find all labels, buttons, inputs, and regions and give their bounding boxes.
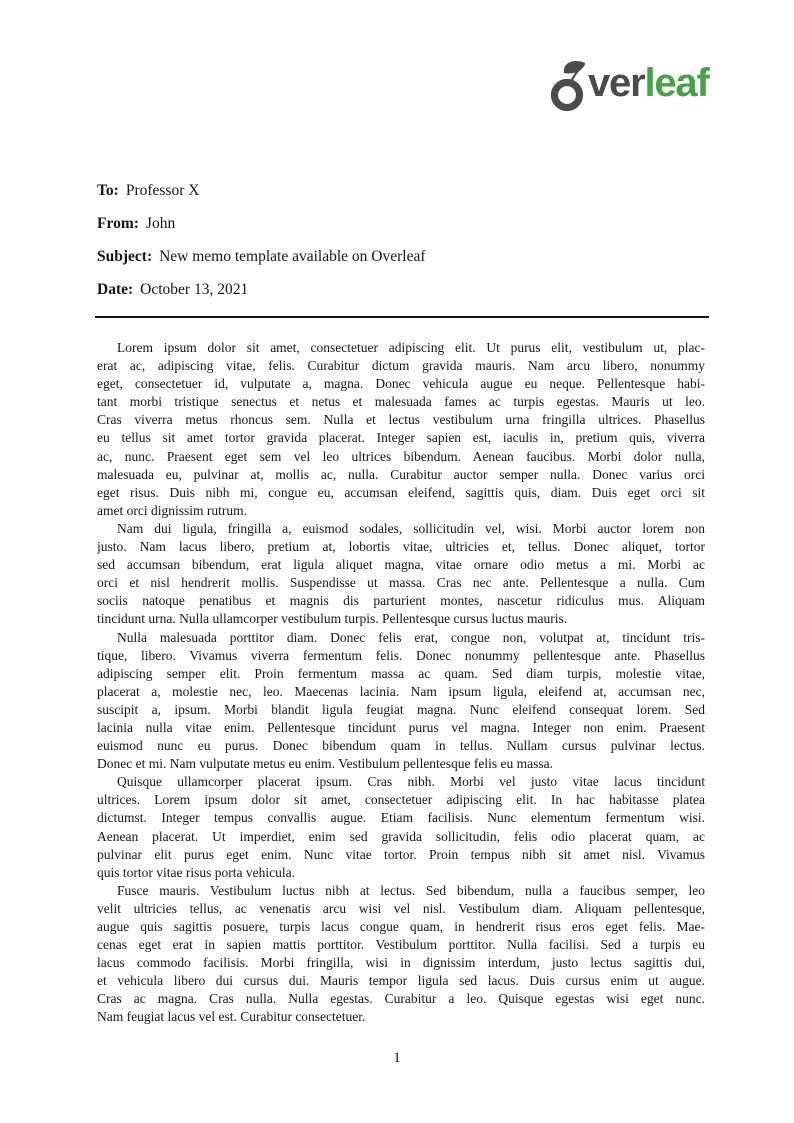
text-line: Nam feugiat lacus vel est. Curabitur consectetuer. xyxy=(97,1009,366,1025)
text-line: quis tortor vitae risus porta vehicula. xyxy=(97,864,295,880)
text-line: amet orci dignissim rutrum. xyxy=(97,502,247,518)
text-line: erat ac, adipiscing vitae, felis. Curabitur dictum gravida mauris. Nam arcu libero, nonummy xyxy=(97,358,705,374)
logo-text-dark: ver xyxy=(588,61,645,105)
text-line: Lorem ipsum dolor sit amet, consectetuer adipiscing elit. Ut purus elit, vestibulum ut, plac- xyxy=(117,340,705,355)
text-line: Cras ac magna. Cras nulla. Nulla egestas. Curabitur a leo. Quisque egestas wisi eget nunc. xyxy=(97,991,705,1007)
text-line: velit ultricies tellus, ac venenatis arcu wisi vel nisl. Vestibulum diam. Aliquam pellentesque, xyxy=(97,900,705,916)
text-line: tant morbi tristique senectus et netus et malesuada fames ac turpis egestas. Mauris ut leo. xyxy=(97,394,705,410)
logo-text-green: leaf xyxy=(644,61,709,105)
text-line: pulvinar elit purus eget enim. Nunc vitae tortor. Proin tempus nibh sit amet nisl. Vivamus xyxy=(97,846,705,862)
text-line: justo. Nam lacus libero, pretium at, lobortis vitae, ultricies et, tellus. Donec aliquet, tortor xyxy=(97,539,705,555)
text-line: adipiscing semper elit. Proin fermentum massa ac quam. Sed diam turpis, molestie vitae, xyxy=(97,665,705,681)
memo-rule xyxy=(95,316,709,318)
text-line: eu tellus sit amet tortor gravida placerat. Integer sapien est, iaculis in, pretium quis, viverra xyxy=(97,430,705,446)
text-line: sed accumsan bibendum, erat ligula aliquet magna, vitae ornare odio metus a mi. Morbi ac xyxy=(97,557,705,573)
overleaf-logo xyxy=(551,58,709,110)
field-value: October 13, 2021 xyxy=(140,281,249,298)
text-line: ac, nunc. Praesent eget sem vel leo ultrices bibendum. Aenean faucibus. Morbi dolor nulla, xyxy=(97,448,705,464)
memo-field-row xyxy=(97,182,707,215)
overleaf-o-leaf-icon xyxy=(551,60,587,117)
text-line: dictumst. Integer tempus convallis augue. Etiam facilisis. Nunc elementum fermentum wisi. xyxy=(97,810,705,826)
text-line: eget risus. Duis nibh mi, congue eu, accumsan eleifend, sagittis quis, diam. Duis eget orci sit xyxy=(97,484,705,500)
text-line: orci et nisl hendrerit mollis. Suspendisse ut massa. Cras nec ante. Pellentesque a nulla. Cum xyxy=(97,575,705,591)
page-number: 1 xyxy=(393,1050,401,1066)
text-line: suscipit a, ipsum. Morbi blandit ligula feugiat magna. Nunc eleifend consequat lorem. Sed xyxy=(97,701,705,717)
text-line: tique, libero. Vivamus viverra fermentum felis. Donec nonummy pellentesque ante. Phasellus xyxy=(97,647,705,663)
text-line: et vehicula libero dui cursus dui. Mauris tempor ligula sed lacus. Duis cursus enim ut augue. xyxy=(97,973,705,989)
text-line: Donec et mi. Nam vulputate metus eu enim. Vestibulum pellentesque felis eu massa. xyxy=(97,756,554,772)
memo-field-row xyxy=(97,281,707,314)
field-value: Professor X xyxy=(125,182,200,199)
memo-fields xyxy=(97,182,707,314)
paragraph xyxy=(97,629,705,774)
text-line: lacus commodo facilisis. Morbi fringilla, wisi in dignissim interdum, justo lectus sagittis dui, xyxy=(97,955,705,971)
text-line: lacinia nulla vitae enim. Pellentesque tincidunt purus vel magna. Integer non enim. Praesent xyxy=(97,719,705,735)
text-line: Aenean placerat. Ut imperdiet, enim sed gravida sollicitudin, felis odio placerat quam, ac xyxy=(97,828,705,844)
paragraph xyxy=(97,339,705,520)
paragraph xyxy=(97,520,705,629)
text-line: cenas eget erat in sapien mattis porttitor. Vestibulum porttitor. Nulla facilisi. Sed a turpis eu xyxy=(97,937,705,953)
memo-field-row xyxy=(97,248,707,281)
field-label: To: xyxy=(97,182,119,199)
field-label: From: xyxy=(97,215,139,232)
field-value: New memo template available on Overleaf xyxy=(159,248,426,265)
field-label: Subject: xyxy=(97,248,153,265)
text-line: sociis natoque penatibus et magnis dis parturient montes, nascetur ridiculus mus. Aliquam xyxy=(97,593,705,609)
text-line: ultrices. Lorem ipsum dolor sit amet, consectetuer adipiscing elit. In hac habitasse platea xyxy=(97,792,705,808)
text-line: tincidunt urna. Nulla ullamcorper vestibulum turpis. Pellentesque cursus luctus mauris. xyxy=(97,611,568,627)
paragraph xyxy=(97,773,705,882)
memo-field-row xyxy=(97,215,707,248)
text-line: Quisque ullamcorper placerat ipsum. Cras nibh. Morbi vel justo vitae lacus tincidunt xyxy=(117,774,705,790)
text-line: eget, consectetuer id, vulputate a, magna. Donec vehicula augue eu neque. Pellentesque habi- xyxy=(97,376,705,392)
text-line: euismod nunc eu purus. Donec bibendum quam in tellus. Nullam cursus pulvinar lectus. xyxy=(97,738,705,754)
memo-body xyxy=(97,339,705,1027)
paragraph xyxy=(97,882,705,1027)
text-line: Nulla malesuada porttitor diam. Donec felis erat, congue non, volutpat at, tincidunt tris- xyxy=(117,629,705,645)
text-line: malesuada eu, pulvinar at, mollis ac, nulla. Curabitur auctor semper nulla. Donec varius orci xyxy=(97,466,705,482)
text-line: Cras viverra metus rhoncus sem. Nulla et lectus vestibulum urna fringilla ultrices. Phasellus xyxy=(97,412,705,428)
text-line: placerat a, molestie nec, leo. Maecenas lacinia. Nam ipsum ligula, eleifend at, accumsan nec, xyxy=(97,683,705,699)
field-label: Date: xyxy=(97,281,134,298)
text-line: Fusce mauris. Vestibulum luctus nibh at lectus. Sed bibendum, nulla a faucibus semper, leo xyxy=(117,882,705,898)
text-line: augue quis sagittis posuere, turpis lacus congue quam, in hendrerit risus eros eget felis. Mae- xyxy=(97,919,705,934)
field-value: John xyxy=(145,215,176,232)
text-line: Nam dui ligula, fringilla a, euismod sodales, sollicitudin vel, wisi. Morbi auctor lorem non xyxy=(117,520,705,536)
